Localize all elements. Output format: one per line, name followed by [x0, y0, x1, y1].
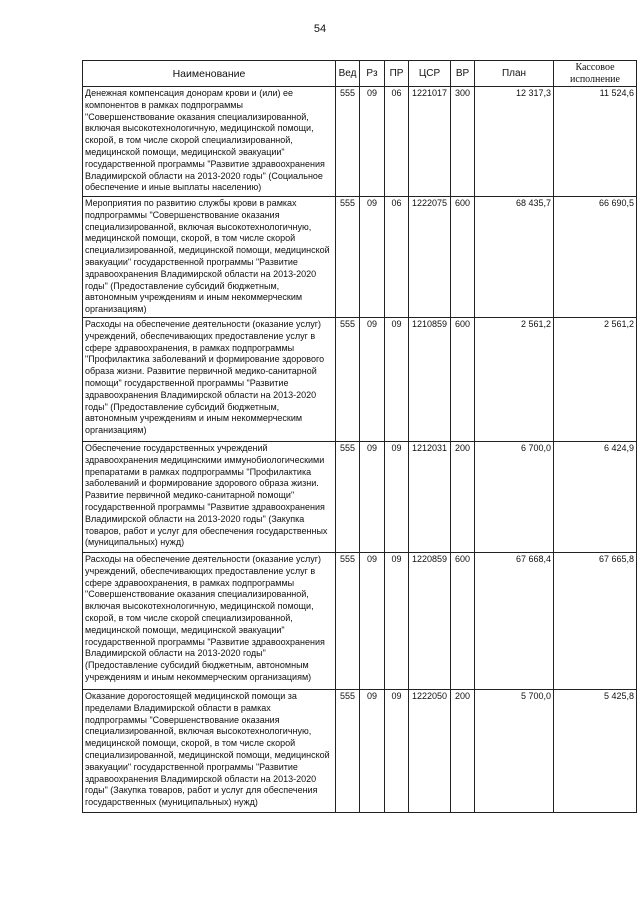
row-rz: 09: [360, 689, 385, 812]
table-row: [83, 441, 637, 552]
row-name: Обеспечение государственных учреждений здравоохранения медицинскими иммунобиологическими препаратами в рамках подпрограммы "Профилактика заболеваний и формирование здорового образа жизни. Развитие первичной медико-санитарной помощи" государственной программы "Развитие здравоохранения Владимирской области на 2013-2020 годы" (Закупка товаров, работ и услуг для обеспечения государственных (муниципальных) нужд): [83, 441, 336, 552]
row-plan: 12 317,3: [475, 87, 554, 197]
header-plan: План: [475, 61, 554, 87]
row-pr: 09: [385, 441, 409, 552]
row-paid: 67 665,8: [554, 552, 637, 689]
row-pr: 06: [385, 197, 409, 318]
row-pr: 06: [385, 87, 409, 197]
row-paid: 6 424,9: [554, 441, 637, 552]
row-vr: 200: [451, 441, 475, 552]
row-ved: 555: [336, 552, 360, 689]
row-name: Расходы на обеспечение деятельности (оказание услуг) учреждений, обеспечивающих предоставление услуг в сфере здравоохранения, в рамках подпрограммы "Профилактика заболеваний и формирование здорового образа жизни. Развитие первичной медико-санитарной помощи" государственной программы "Развитие здравоохранения Владимирской области на 2013-2020 годы" (Предоставление субсидий бюджетным, автономным учреждениям и иным некоммерческим организациям): [83, 317, 336, 441]
row-vr: 600: [451, 552, 475, 689]
row-plan: 6 700,0: [475, 441, 554, 552]
table-row: [83, 689, 637, 812]
row-rz: 09: [360, 317, 385, 441]
header-name: Наименование: [83, 61, 336, 87]
row-ved: 555: [336, 689, 360, 812]
row-csr: 1222075: [409, 197, 451, 318]
row-pr: 09: [385, 552, 409, 689]
row-plan: 5 700,0: [475, 689, 554, 812]
row-vr: 300: [451, 87, 475, 197]
table-header-row: [83, 61, 637, 87]
row-csr: 1220859: [409, 552, 451, 689]
table-row: [83, 317, 637, 441]
row-name: Денежная компенсация донорам крови и (или) ее компонентов в рамках подпрограммы "Совершенствование оказания специализированной, включая высокотехнологичную, медицинской помощи, скорой, в том числе скорой специализированной, медицинской помощи, медицинской эвакуации" государственной программы "Развитие здравоохранения Владимирской области на 2013-2020 годы" (Социальное обеспечение и иные выплаты населению): [83, 87, 336, 197]
page-number: 54: [313, 23, 327, 35]
header-pr: ПР: [385, 61, 409, 87]
table-row: [83, 552, 637, 689]
row-vr: 600: [451, 317, 475, 441]
row-paid: 2 561,2: [554, 317, 637, 441]
row-rz: 09: [360, 87, 385, 197]
row-plan: 2 561,2: [475, 317, 554, 441]
row-csr: 1222050: [409, 689, 451, 812]
budget-table: [82, 60, 637, 813]
table-row: [83, 87, 637, 197]
row-paid: 5 425,8: [554, 689, 637, 812]
row-name: Расходы на обеспечение деятельности (оказание услуг) учреждений, обеспечивающих предоставление услуг в сфере здравоохранения, в рамках подпрограммы "Совершенствование оказания специализированной, включая высокотехнологичную, медицинской помощи, скорой, в том числе скорой специализированной, медицинской помощи, медицинской эвакуации" государственной программы "Развитие здравоохранения Владимирской области на 2013-2020 годы" (Предоставление субсидий бюджетным, автономным учреждениям и иным некоммерческим организациям): [83, 552, 336, 689]
row-pr: 09: [385, 317, 409, 441]
table-row: [83, 197, 637, 318]
row-name: Оказание дорогостоящей медицинской помощи за пределами Владимирской области в рамках подпрограммы "Совершенствование оказания специализированной, включая высокотехнологичную, медицинской помощи, скорой, в том числе скорой специализированной, медицинской помощи, медицинской эвакуации" государственной программы "Развитие здравоохранения Владимирской области на 2013-2020 годы" (Закупка товаров, работ и услуг для обеспечения государственных (муниципальных) нужд): [83, 689, 336, 812]
row-ved: 555: [336, 197, 360, 318]
row-paid: 11 524,6: [554, 87, 637, 197]
row-plan: 68 435,7: [475, 197, 554, 318]
row-plan: 67 668,4: [475, 552, 554, 689]
row-csr: 1212031: [409, 441, 451, 552]
row-ved: 555: [336, 317, 360, 441]
header-ved: Вед: [336, 61, 360, 87]
row-ved: 555: [336, 441, 360, 552]
row-csr: 1210859: [409, 317, 451, 441]
row-rz: 09: [360, 197, 385, 318]
header-paid: Кассовое исполнение: [554, 61, 637, 87]
row-rz: 09: [360, 441, 385, 552]
row-vr: 200: [451, 689, 475, 812]
row-pr: 09: [385, 689, 409, 812]
header-rz: Рз: [360, 61, 385, 87]
row-vr: 600: [451, 197, 475, 318]
row-rz: 09: [360, 552, 385, 689]
row-name: Мероприятия по развитию службы крови в рамках подпрограммы "Совершенствование оказания специализированной, включая высокотехнологичную, медицинской помощи, скорой, в том числе скорой специализированной, медицинской помощи, медицинской эвакуации" государственной программы "Развитие здравоохранения Владимирской области на 2013-2020 годы" (Предоставление субсидий бюджетным, автономным учреждениям и иным некоммерческим организациям): [83, 197, 336, 318]
row-ved: 555: [336, 87, 360, 197]
header-vr: ВР: [451, 61, 475, 87]
row-paid: 66 690,5: [554, 197, 637, 318]
header-csr: ЦСР: [409, 61, 451, 87]
row-csr: 1221017: [409, 87, 451, 197]
